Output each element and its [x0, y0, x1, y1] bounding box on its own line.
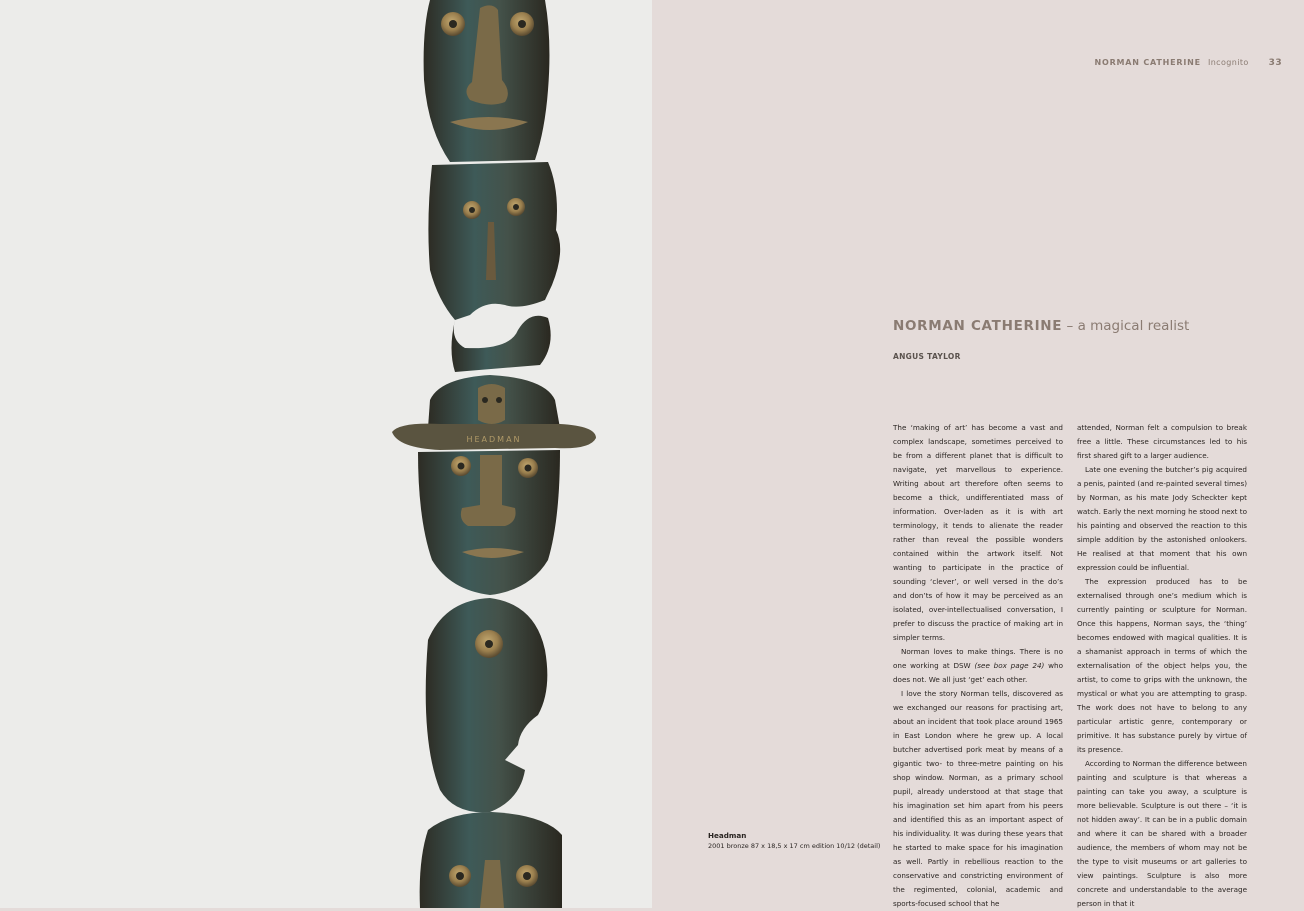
article-title-name: NORMAN CATHERINE — [893, 318, 1063, 334]
byline: ANGUS TAYLOR — [893, 352, 961, 361]
crescent-head — [426, 598, 548, 812]
paragraph: Norman loves to make things. There is no one working at DSW (see box page 24) who does not. We all just ‘get’ each other. — [893, 647, 1063, 684]
serpent — [452, 316, 551, 372]
running-head-author: NORMAN CATHERINE — [1094, 58, 1201, 67]
caption-details: 2001 bronze 87 x 18,5 x 17 cm edition 10/12 (detail) — [708, 842, 881, 850]
running-head-title: Incognito — [1207, 58, 1249, 67]
text-column-2 — [1077, 421, 1247, 911]
right-page — [652, 0, 1304, 908]
paragraph: The ‘making of art’ has become a vast and complex landscape, sometimes perceived to be from a different planet that is difficult to navigate, yet marvellous to experience. Writing about art therefore often seems to become a thick, undifferentiated mass of information. Over-laden as it is with art terminology, it tends to alienate the reader rather than reveal the possible wonders contained within the artwork itself. Not wanting to participate in the practice of sounding ‘clever’, or well versed in the do’s and don’ts of how it may be perceived as an isolated, over-intellectualised conversation, I prefer to discuss the practice of making art in simpler terms. — [893, 423, 1063, 642]
paragraph: The expression produced has to be externalised through one’s medium which is currently painting or sculpture for Norman. Once this happens, Norman says, the ‘thing’ becomes endowed with magical qualities. It is a shamanist approach in terms of which the externalisation of the object helps you, the artist, to come to grips with the unknown, the mystical or what you are attempting to grasp. The work does not have to belong to any particular artistic genre, contemporary or primitive. It has substance purely by virtue of its presence. — [1077, 577, 1247, 754]
sculpture-photo — [0, 0, 652, 908]
paragraph: attended, Norman felt a compulsion to break free a little. These circumstances led to his first shared gift to a larger audience. — [1077, 423, 1247, 460]
paragraph: According to Norman the difference between painting and sculpture is that whereas a painting can take you away, a sculpture is more believable. Sculpture is out there – ‘it is not hidden away’. It can be in a public domain and where it can be shared with a broader audience, the members of whom may not be the type to visit museums or art galleries to view paintings. Sculpture is also more concrete and understandable to the average person in that it — [1077, 759, 1247, 908]
paragraph: Late one evening the butcher’s pig acquired a penis, painted (and re-painted several times) by Norman, as his mate Jody Scheckter kept watch. Early the next morning he stood next to his painting and observed the reaction to this simple addition by the astonished onlookers. He realised at that moment that his own expression could be influential. — [1077, 465, 1247, 572]
hat-inscription: HEADMAN — [466, 435, 522, 444]
caption-title: Headman — [708, 831, 747, 840]
cross-reference: (see box page 24) — [974, 661, 1045, 670]
text-column-1 — [893, 421, 1063, 911]
page-number: 33 — [1268, 58, 1282, 68]
photo-caption — [708, 831, 880, 850]
article-title — [893, 318, 1189, 334]
article-title-subtitle: – a magical realist — [1066, 318, 1190, 334]
left-page — [0, 0, 652, 908]
running-head — [1094, 58, 1282, 68]
paragraph: I love the story Norman tells, discovered as we exchanged our reasons for practising art, about an incident that took place around 1965 in East London where he grew up. A local butcher advertised pork meat by means of a gigantic two- to three-metre painting on his shop window. Norman, as a primary school pupil, already understood at that stage that his imagination set him apart from his peers and identified this as an important aspect of his individuality. It was during these years that he started to make space for his imagination as well. Partly in rebellious reaction to the conservative and constricting environment of the regimented, colonial, academic and sports-focused school that he — [893, 689, 1063, 908]
